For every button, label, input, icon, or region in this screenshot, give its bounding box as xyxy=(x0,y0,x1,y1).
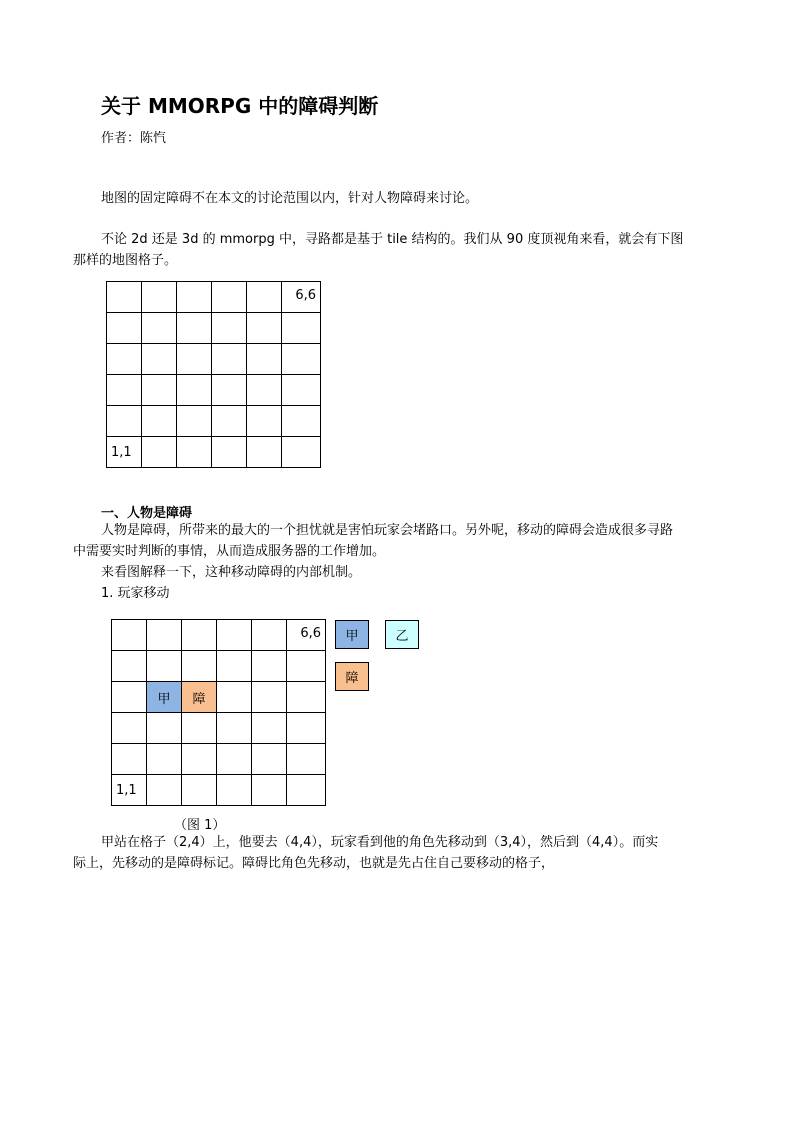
intro-paragraph-2-line-2: 那样的地图格子。 xyxy=(73,253,178,268)
intro-paragraph-2-line-1: 不论 2d 还是 3d 的 mmorpg 中，寻路都是基于 tile 结构的。我们从 90 度顶视角来看，就会有下图 xyxy=(101,232,684,247)
grid-cell xyxy=(112,651,147,682)
grid-cell xyxy=(287,651,326,682)
grid-cell xyxy=(212,437,247,468)
grid-cell xyxy=(212,282,247,313)
grid-cell xyxy=(282,344,321,375)
grid-cell xyxy=(217,620,252,651)
grid-cell xyxy=(217,682,252,713)
section-heading: 一、人物是障碍 xyxy=(101,506,193,521)
grid-cell xyxy=(112,682,147,713)
grid-cell xyxy=(282,437,321,468)
grid-cell xyxy=(142,344,177,375)
map-grid-1 xyxy=(106,281,321,468)
grid-cell xyxy=(107,375,142,406)
grid-cell xyxy=(182,620,217,651)
grid-cell xyxy=(112,713,147,744)
grid-cell xyxy=(107,282,142,313)
grid-cell xyxy=(282,313,321,344)
grid-cell xyxy=(182,744,217,775)
grid-cell xyxy=(147,775,182,806)
legend-obstacle: 障 xyxy=(335,662,369,691)
grid-cell xyxy=(252,682,287,713)
section-paragraph-1-line-1: 人物是障碍，所带来的最大的一个担忧就是害怕玩家会堵路口。另外呢，移动的障碍会造成很多寻路 xyxy=(101,523,674,538)
map-grid-2 xyxy=(111,619,326,806)
grid-cell xyxy=(107,313,142,344)
author-line: 作者：陈忾 xyxy=(101,131,167,146)
grid-cell xyxy=(247,344,282,375)
grid-cell xyxy=(247,375,282,406)
grid-cell xyxy=(252,713,287,744)
grid-cell-bottom-left: 1,1 xyxy=(107,437,142,468)
grid-cell xyxy=(182,713,217,744)
figure-caption: （图 1） xyxy=(174,818,226,833)
explanation-line-1: 甲站在格子（2,4）上，他要去（4,4），玩家看到他的角色先移动到（3,4），然后到（4,4）。而实 xyxy=(101,835,659,850)
grid-cell xyxy=(107,344,142,375)
legend-yi: 乙 xyxy=(385,620,419,649)
grid-cell xyxy=(247,406,282,437)
grid-cell xyxy=(217,713,252,744)
grid-cell xyxy=(142,437,177,468)
grid-cell xyxy=(177,282,212,313)
grid-cell xyxy=(177,406,212,437)
grid-cell xyxy=(217,651,252,682)
legend-jia: 甲 xyxy=(335,620,369,649)
grid-cell-top-right: 6,6 xyxy=(287,620,326,651)
grid-cell xyxy=(147,651,182,682)
grid-cell xyxy=(212,313,247,344)
grid-cell xyxy=(287,713,326,744)
section-paragraph-1-line-2: 中需要实时判断的事情，从而造成服务器的工作增加。 xyxy=(73,544,386,559)
grid-cell xyxy=(177,313,212,344)
grid-cell xyxy=(142,313,177,344)
grid-cell xyxy=(147,620,182,651)
grid-cell xyxy=(212,375,247,406)
grid-cell xyxy=(112,744,147,775)
grid-cell xyxy=(217,744,252,775)
grid-cell xyxy=(252,744,287,775)
subsection-heading: 1. 玩家移动 xyxy=(101,586,170,601)
grid-cell xyxy=(147,744,182,775)
grid-cell xyxy=(177,437,212,468)
player-jia-cell: 甲 xyxy=(147,682,182,713)
grid-cell xyxy=(212,344,247,375)
grid-cell xyxy=(282,375,321,406)
grid-cell xyxy=(107,406,142,437)
grid-cell xyxy=(212,406,247,437)
grid-cell xyxy=(252,620,287,651)
grid-cell xyxy=(142,375,177,406)
grid-cell xyxy=(247,313,282,344)
grid-cell xyxy=(282,406,321,437)
obstacle-cell: 障 xyxy=(182,682,217,713)
grid-cell xyxy=(147,713,182,744)
grid-cell-bottom-left: 1,1 xyxy=(112,775,147,806)
grid-cell xyxy=(142,282,177,313)
grid-cell xyxy=(287,682,326,713)
explanation-line-2: 际上，先移动的是障碍标记。障碍比角色先移动，也就是先占住自己要移动的格子， xyxy=(73,856,555,871)
grid-cell xyxy=(182,775,217,806)
grid-cell xyxy=(247,437,282,468)
grid-cell xyxy=(142,406,177,437)
grid-cell xyxy=(177,375,212,406)
grid-cell xyxy=(217,775,252,806)
page-title: 关于 MMORPG 中的障碍判断 xyxy=(101,94,379,118)
grid-cell xyxy=(182,651,217,682)
grid-cell xyxy=(287,744,326,775)
grid-cell xyxy=(252,651,287,682)
grid-cell xyxy=(112,620,147,651)
grid-cell xyxy=(247,282,282,313)
intro-paragraph-1: 地图的固定障碍不在本文的讨论范围以内，针对人物障碍来讨论。 xyxy=(101,191,479,206)
grid-cell xyxy=(177,344,212,375)
grid-cell-top-right: 6,6 xyxy=(282,282,321,313)
grid-cell xyxy=(252,775,287,806)
section-paragraph-2: 来看图解释一下，这种移动障碍的内部机制。 xyxy=(101,565,362,580)
grid-cell xyxy=(287,775,326,806)
